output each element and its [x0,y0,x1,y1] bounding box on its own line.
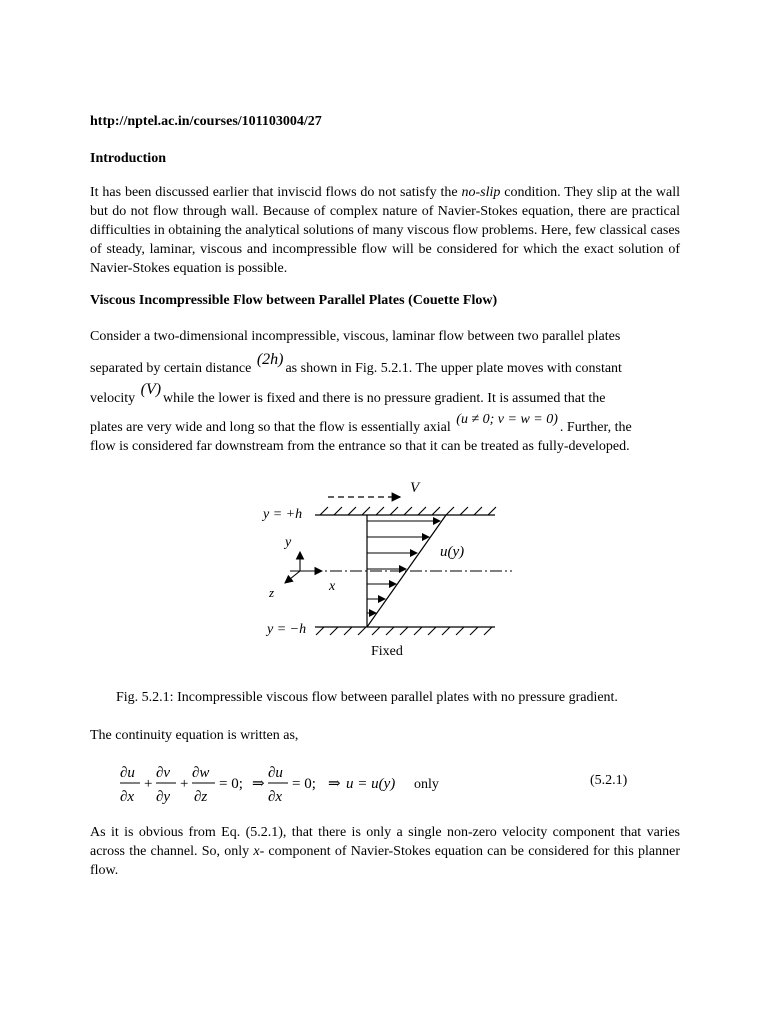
profile-arrows [367,521,440,613]
eq-only: only [414,777,439,792]
svg-text:∂u: ∂u [120,765,135,781]
couette-line-3-a: velocity [90,391,139,406]
svg-text:∂v: ∂v [156,765,171,781]
svg-text:+: + [144,776,153,792]
source-url: http://nptel.ac.in/courses/101103004/27 [90,114,322,129]
svg-text:+: + [180,776,189,792]
svg-text:⇒: ⇒ [328,776,341,792]
couette-line-5: flow is considered far downstream from the entrance so that it can be treated as fully-developed. [90,439,630,454]
couette-line-3-b: while the lower is fixed and there is no pressure gradient. It is assumed that the [163,391,606,406]
velocity-V: (V) [140,381,162,398]
couette-line-3 [90,381,680,408]
closing-x: x [253,844,260,859]
axis-label-z: z [269,585,275,600]
couette-line-4-a: plates are very wide and long so that the flow is essentially axial [90,420,455,435]
label-V: V [410,480,420,496]
label-fixed: Fixed [371,644,403,659]
svg-text:∂w: ∂w [192,765,210,781]
couette-line-4-b: . Further, the [559,420,632,435]
svg-text:= 0;: = 0; [292,776,316,792]
bottom-plate-hatch [316,627,492,635]
couette-line-4 [90,412,680,437]
svg-text:∂z: ∂z [194,789,208,805]
continuity-equation [118,760,448,808]
closing-paragraph [90,823,680,880]
svg-text:∂u: ∂u [268,765,283,781]
figure-caption: Fig. 5.2.1: Incompressible viscous flow between parallel plates with no pressure gradient. [116,690,618,705]
label-y-bottom: y = −h [267,622,307,637]
intro-text-b: condition. They slip at the wall but do not flow through wall. Because of complex nature of Navier-Stokes equation, there are practical difficulties in obtaining the analytical solutions of many viscous flow problems. Here, few classical cases of steady, laminar, viscous and incompressible flow will be considered for which the exact solution of Navier-Stokes equation is possible. [90,185,681,276]
label-y-top: y = +h [263,507,303,522]
distance-2h: (2h) [256,351,284,368]
axial-condition: (u ≠ 0; v = w = 0) [456,412,558,427]
couette-figure [250,470,530,665]
intro-heading: Introduction [90,151,166,166]
couette-line-2-b: as shown in Fig. 5.2.1. The upper plate moves with constant [285,361,622,376]
svg-text:= 0;: = 0; [219,776,243,792]
no-slip-term: no-slip [461,185,501,200]
svg-text:⇒: ⇒ [252,776,265,792]
couette-heading: Viscous Incompressible Flow between Parallel Plates (Couette Flow) [90,293,498,308]
closing-text-b: - component of Navier-Stokes equation can be considered for this planner flow. [90,844,680,878]
couette-line-1: Consider a two-dimensional incompressible, viscous, laminar flow between two parallel plates [90,329,621,344]
label-u-y: u(y) [440,544,465,560]
couette-line-2 [90,351,680,378]
equation-number: (5.2.1) [590,773,628,788]
couette-line-2-a: separated by certain distance [90,361,255,376]
axis-label-x: x [329,579,336,594]
svg-text:∂x: ∂x [268,789,283,805]
axis-label-y: y [285,535,292,550]
svg-text:u = u(y): u = u(y) [346,776,396,792]
intro-paragraph [90,183,680,278]
intro-text-a: It has been discussed earlier that inviscid flows do not satisfy the [90,185,462,200]
continuity-intro: The continuity equation is written as, [90,728,299,743]
svg-text:∂y: ∂y [156,789,171,805]
top-plate-hatch [320,507,496,515]
closing-text-a: As it is obvious from Eq. (5.2.1), that there is only a single non-zero velocity component that varies across the channel. So, only [90,825,680,859]
svg-text:∂x: ∂x [120,789,135,805]
z-axis-arrow [285,571,300,583]
